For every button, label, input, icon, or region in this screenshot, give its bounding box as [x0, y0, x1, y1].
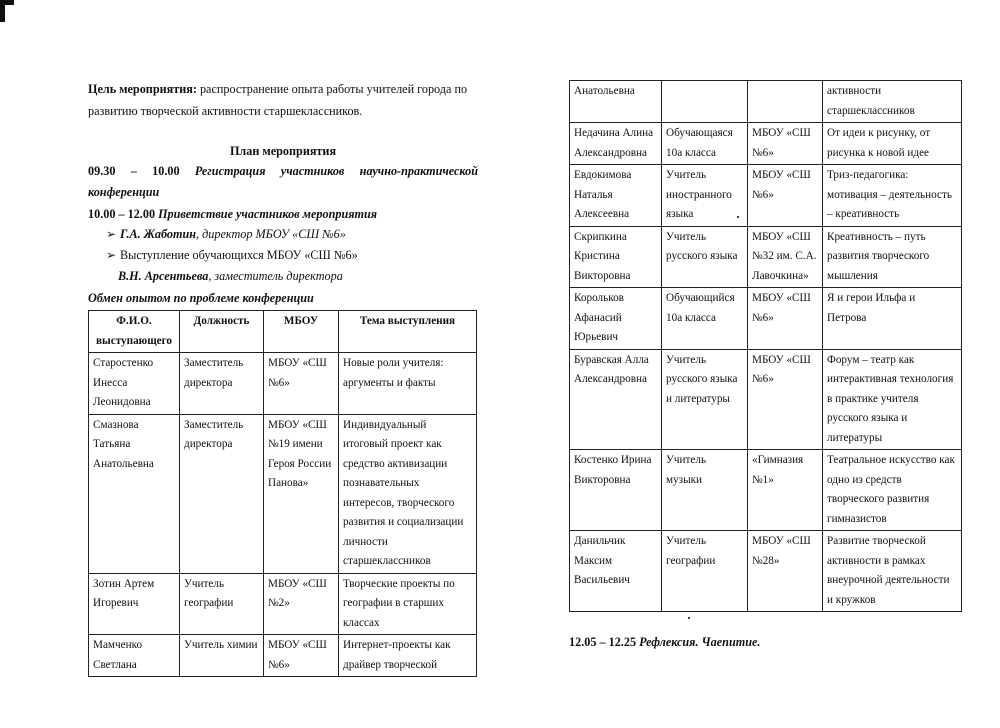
cell-topic: Индивидуальный итоговый проект как средство активизации познавательных интересов, творческого развития и социализации личности старшеклассников: [339, 414, 477, 573]
cell-position: Учитель химии: [180, 635, 264, 677]
cell-topic: Творческие проекты по географии в старших классах: [339, 573, 477, 635]
cell-topic: Интернет-проекты как драйвер творческой: [339, 635, 477, 677]
header-position: Должность: [180, 311, 264, 353]
table-row: [89, 414, 477, 573]
cell-school: МБОУ «СШ №28»: [748, 531, 823, 612]
exchange-heading: Обмен опытом по проблеме конференции: [88, 291, 314, 305]
arrow-bullet-icon: ➢: [106, 227, 117, 241]
table-row: [570, 349, 962, 450]
cell-school: МБОУ «СШ №6»: [748, 123, 823, 165]
registration-text: Регистрация участников научно-практической конференции: [88, 164, 478, 199]
speakers-table-left: [88, 310, 477, 677]
arrow-bullet-icon: ➢: [106, 248, 117, 262]
cell-topic: Триз-педагогика: мотивация – деятельность – креативность: [823, 165, 962, 227]
cell-name: Мамченко Светлана: [89, 635, 180, 677]
bullet-director-name: Г.А. Жаботин: [120, 227, 197, 241]
table-row: [570, 226, 962, 288]
bullet-director: [106, 224, 346, 244]
table-header-row: [89, 311, 477, 353]
cell-name: Старостенко Инесса Леонидовна: [89, 353, 180, 415]
table-row: [570, 81, 962, 123]
cell-position: Обучающаяся 10а класса: [662, 123, 748, 165]
cell-name: Евдокимова Наталья Алексеевна: [570, 165, 662, 227]
greeting-line: [88, 204, 478, 224]
registration-line: [88, 161, 478, 203]
reflection-text: Рефлексия. Чаепитие.: [636, 635, 761, 649]
cell-topic: Театральное искусство как одно из средств творческого развития гимназистов: [823, 450, 962, 531]
header-topic: Тема выступления: [339, 311, 477, 353]
cell-school: МБОУ «СШ №6»: [264, 353, 339, 415]
bullet-students-text: Выступление обучающихся МБОУ «СШ №6»: [120, 248, 358, 262]
registration-time: 09.30 – 10.00: [88, 164, 180, 178]
cell-name: Данильчик Максим Васильевич: [570, 531, 662, 612]
reflection-time: 12.05 – 12.25: [569, 635, 637, 649]
bullet-students: [106, 245, 358, 265]
header-school: МБОУ: [264, 311, 339, 353]
bullet-deputy-role: , заместитель директора: [208, 269, 343, 283]
table-row: [89, 353, 477, 415]
reflection-line: [569, 632, 760, 652]
cell-position: Учитель географии: [662, 531, 748, 612]
cell-name: Буравская Алла Александровна: [570, 349, 662, 450]
cell-position: Обучающийся 10а класса: [662, 288, 748, 350]
cell-topic: Форум – театр как интерактивная технология в практике учителя русского языка и литературы: [823, 349, 962, 450]
goal-text: распространение опыта работы учителей города по развитию творческой активности старшеклассников.: [88, 82, 468, 118]
cell-position: [662, 81, 748, 123]
bullet-deputy-name: В.Н. Арсентьева: [118, 269, 209, 283]
table-row: [570, 531, 962, 612]
cell-school: МБОУ «СШ №19 имени Героя России Панова»: [264, 414, 339, 573]
scan-speck: [737, 216, 739, 218]
table-row: [89, 573, 477, 635]
cell-name: Зотин Артем Игоревич: [89, 573, 180, 635]
cell-name: Недачина Алина Александровна: [570, 123, 662, 165]
speakers-table-right: [569, 80, 962, 612]
cell-school: МБОУ «СШ №6»: [748, 165, 823, 227]
cell-position: Учитель иностранного языка: [662, 165, 748, 227]
cell-position: Учитель музыки: [662, 450, 748, 531]
table-row: [570, 450, 962, 531]
cell-position: Учитель русского языка: [662, 226, 748, 288]
cell-position: Учитель русского языка и литературы: [662, 349, 748, 450]
table-row: [570, 123, 962, 165]
table-row: [570, 288, 962, 350]
cell-topic: Я и герои Ильфа и Петрова: [823, 288, 962, 350]
table-row: [89, 635, 477, 677]
cell-topic: Развитие творческой активности в рамках внеурочной деятельности и кружков: [823, 531, 962, 612]
cell-topic: Новые роли учителя: аргументы и факты: [339, 353, 477, 415]
bullet-deputy: [118, 266, 343, 286]
cell-school: [748, 81, 823, 123]
cell-name: Смазнова Татьяна Анатольевна: [89, 414, 180, 573]
header-name: Ф.И.О. выступающего: [89, 311, 180, 353]
bullet-director-role: , директор МБОУ «СШ №6»: [196, 227, 346, 241]
cell-school: МБОУ «СШ №6»: [264, 635, 339, 677]
cell-school: «Гимназия №1»: [748, 450, 823, 531]
greeting-text: Приветствие участников мероприятия: [155, 207, 378, 221]
cell-name: Скрипкина Кристина Викторовна: [570, 226, 662, 288]
scan-speck: [688, 617, 690, 619]
cell-topic: Креативность – путь развития творческого мышления: [823, 226, 962, 288]
cell-school: МБОУ «СШ №2»: [264, 573, 339, 635]
cell-name: Костенко Ирина Викторовна: [570, 450, 662, 531]
goal-label: Цель мероприятия:: [88, 82, 197, 96]
cell-name: Анатольевна: [570, 81, 662, 123]
cell-position: Заместитель директора: [180, 353, 264, 415]
event-goal: [88, 78, 478, 122]
cell-school: МБОУ «СШ №6»: [748, 349, 823, 450]
cell-topic: От идеи к рисунку, от рисунка к новой идее: [823, 123, 962, 165]
plan-title: План мероприятия: [229, 144, 337, 158]
greeting-time: 10.00 – 12.00: [88, 207, 156, 221]
cell-position: Учитель географии: [180, 573, 264, 635]
cell-position: Заместитель директора: [180, 414, 264, 573]
cell-school: МБОУ «СШ №32 им. С.А. Лавочкина»: [748, 226, 823, 288]
cell-school: МБОУ «СШ №6»: [748, 288, 823, 350]
table-row: [570, 165, 962, 227]
cell-name: Корольков Афанасий Юрьевич: [570, 288, 662, 350]
cell-topic: активности старшеклассников: [823, 81, 962, 123]
scan-corner-mark: [0, 0, 14, 22]
